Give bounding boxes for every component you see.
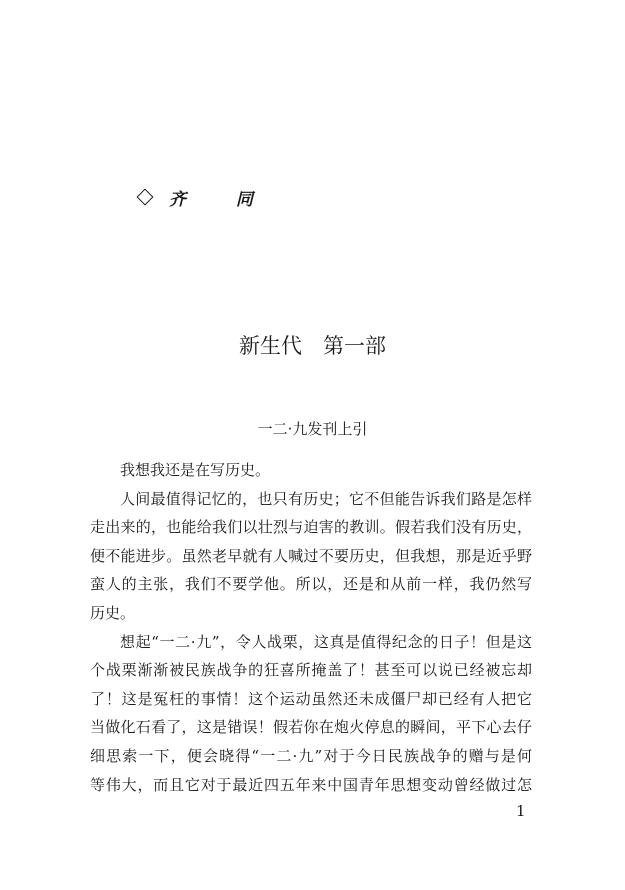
text-line: 当做化石看了，这是错误！假若你在炮火停息的瞬间，平下心去仔 — [90, 718, 532, 737]
author-byline — [139, 188, 275, 212]
paragraph — [90, 485, 532, 628]
text-line: 走出来的，也能给我们以壮烈与迫害的教训。假若我们没有历史， — [90, 518, 532, 537]
text-line: 历史。 — [90, 603, 136, 622]
text-line: 便不能进步。虽然老早就有人喊过不要历史，但我想，那是近乎野 — [90, 546, 532, 565]
author-name: 齐 同 — [169, 190, 275, 210]
chapter-title: 新生代 第一部 — [239, 334, 386, 358]
page-number: 1 — [516, 802, 526, 820]
text-line: 个战栗渐渐被民族战争的狂喜所掩盖了！甚至可以说已经被忘却 — [90, 661, 532, 680]
body-text — [90, 456, 532, 799]
paragraph — [90, 456, 532, 485]
text-line: 细思索一下，便会晓得“一二·九”对于今日民族战争的赠与是何 — [90, 746, 532, 765]
chapter-subtitle: 一二·九发刊上引 — [257, 420, 368, 438]
text-line: 人间最值得记忆的，也只有历史；它不但能告诉我们路是怎样 — [120, 489, 532, 508]
text-line: 我想我还是在写历史。 — [120, 461, 271, 479]
diamond-outline-icon — [137, 189, 154, 206]
paragraph — [90, 628, 532, 800]
text-line: 等伟大，而且它对于最近四五年来中国青年思想变动曾经做过怎 — [90, 775, 532, 794]
text-line: 想起“一二·九”，令人战栗，这真是值得纪念的日子！但是这 — [120, 632, 532, 651]
text-line: 了！这是冤枉的事情！这个运动虽然还未成僵尸却已经有人把它 — [90, 689, 532, 708]
text-line: 蛮人的主张，我们不要学他。所以，还是和从前一样，我仍然写 — [90, 575, 532, 594]
